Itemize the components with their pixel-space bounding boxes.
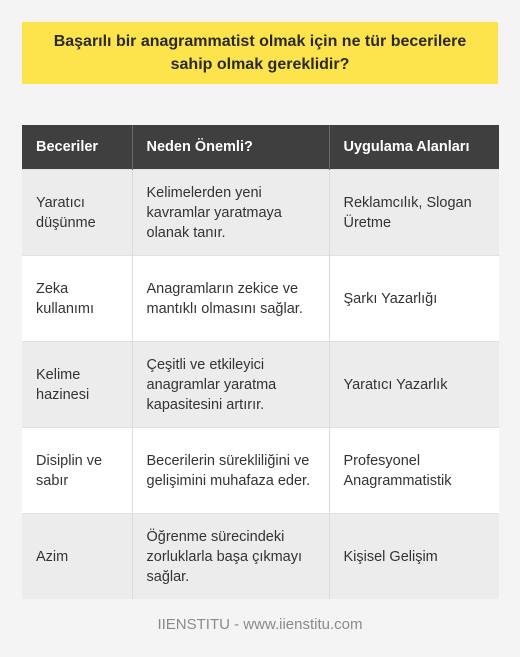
application-cell: Şarkı Yazarlığı (329, 256, 499, 342)
application-cell: Reklamcılık, Slogan Üretme (329, 170, 499, 256)
column-header-skills: Beceriler (22, 125, 132, 170)
importance-cell: Kelimelerden yeni kavramlar yaratmaya olanak tanır. (132, 170, 329, 256)
importance-cell: Çeşitli ve etkileyici anagramlar yaratma kapasitesini artırır. (132, 342, 329, 428)
table-row (22, 170, 499, 256)
skill-cell: Zeka kullanımı (22, 256, 132, 342)
table-header-row (22, 125, 499, 170)
page-title: Başarılı bir anagrammatist olmak için ne tür becerilere sahip olmak gereklidir? (53, 33, 467, 73)
skills-table (22, 125, 499, 599)
table-row (22, 342, 499, 428)
footer-credit: IIENSTITU - www.iienstitu.com (157, 616, 363, 633)
importance-cell: Öğrenme sürecindeki zorluklarla başa çıkmayı sağlar. (132, 514, 329, 600)
table-row (22, 514, 499, 600)
column-header-application-areas: Uygulama Alanları (329, 125, 499, 170)
importance-cell: Anagramların zekice ve mantıklı olmasını sağlar. (132, 256, 329, 342)
table-row (22, 428, 499, 514)
skill-cell: Yaratıcı düşünme (22, 170, 132, 256)
skill-cell: Azim (22, 514, 132, 600)
title-banner (22, 22, 498, 84)
application-cell: Yaratıcı Yazarlık (329, 342, 499, 428)
skill-cell: Disiplin ve sabır (22, 428, 132, 514)
table-row (22, 256, 499, 342)
application-cell: Kişisel Gelişim (329, 514, 499, 600)
application-cell: Profesyonel Anagrammatistik (329, 428, 499, 514)
column-header-importance: Neden Önemli? (132, 125, 329, 170)
skill-cell: Kelime hazinesi (22, 342, 132, 428)
importance-cell: Becerilerin sürekliliğini ve gelişimini muhafaza eder. (132, 428, 329, 514)
